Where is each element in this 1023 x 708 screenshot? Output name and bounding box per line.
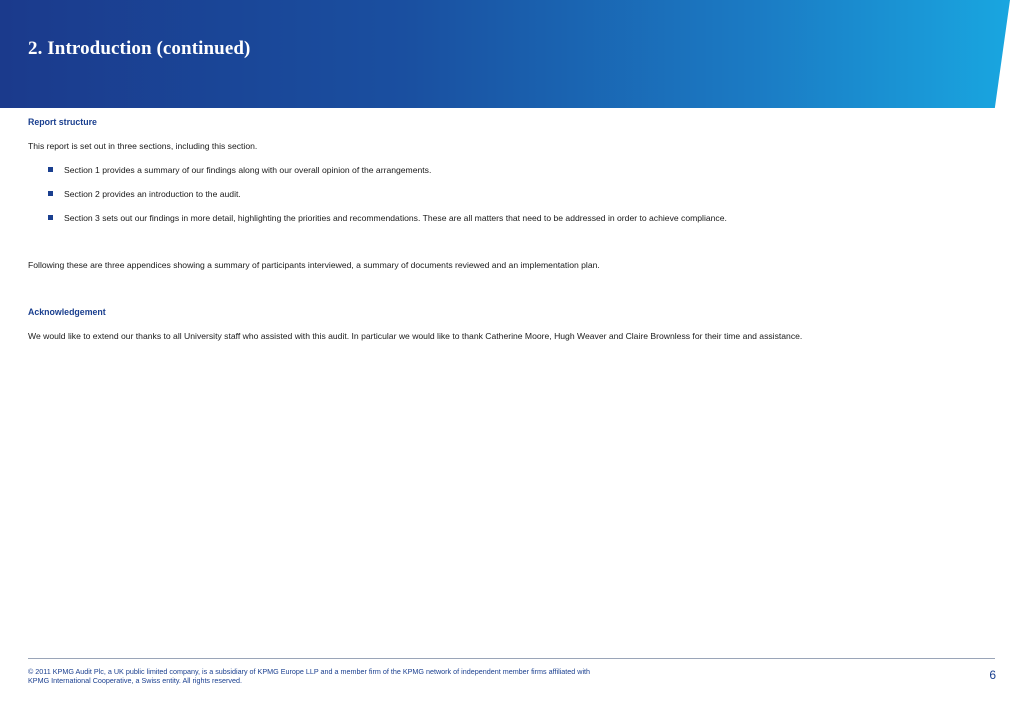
acknowledgement-text: We would like to extend our thanks to all University staff who assisted with this audit. In particular we would like to thank Catherine Moore, Hugh Weaver and Claire Brownless for their time and assistance. bbox=[28, 331, 803, 341]
list-item bbox=[28, 213, 988, 224]
copyright-line-1: © 2011 KPMG Audit Plc, a UK public limited company, is a subsidiary of KPMG Europe LLP and a member firm of the KPMG network of independent member firms affiliated with bbox=[28, 667, 591, 676]
footer-copyright bbox=[28, 667, 728, 686]
page-title: 2. Introduction (continued) bbox=[28, 38, 251, 59]
main-content bbox=[28, 117, 988, 342]
list-item-text: Section 2 provides an introduction to the audit. bbox=[64, 189, 241, 199]
section-list bbox=[28, 165, 988, 224]
spacer bbox=[28, 200, 988, 213]
list-item-text: Section 3 sets out our findings in more detail, highlighting the priorities and recommendations. These are all matters that need to be addressed in order to achieve compliance. bbox=[64, 213, 727, 223]
spacer bbox=[28, 318, 988, 331]
report-structure-intro: This report is set out in three sections, including this section. bbox=[28, 141, 258, 151]
square-bullet-icon bbox=[48, 191, 53, 196]
report-structure-heading: Report structure bbox=[28, 117, 97, 127]
square-bullet-icon bbox=[48, 167, 53, 172]
list-item-text: Section 1 provides a summary of our findings along with our overall opinion of the arrangements. bbox=[64, 165, 432, 175]
copyright-line-2: KPMG International Cooperative, a Swiss entity. All rights reserved. bbox=[28, 676, 242, 686]
footer-divider bbox=[28, 658, 995, 659]
spacer bbox=[28, 224, 988, 260]
page-number: 6 bbox=[989, 668, 996, 682]
list-item bbox=[28, 189, 988, 200]
spacer bbox=[28, 152, 988, 165]
acknowledgement-heading: Acknowledgement bbox=[28, 307, 106, 317]
square-bullet-icon bbox=[48, 215, 53, 220]
spacer bbox=[28, 128, 988, 141]
spacer bbox=[28, 176, 988, 189]
appendices-paragraph: Following these are three appendices showing a summary of participants interviewed, a summary of documents reviewed and an implementation plan. bbox=[28, 260, 600, 270]
spacer bbox=[28, 271, 988, 307]
list-item bbox=[28, 165, 988, 176]
